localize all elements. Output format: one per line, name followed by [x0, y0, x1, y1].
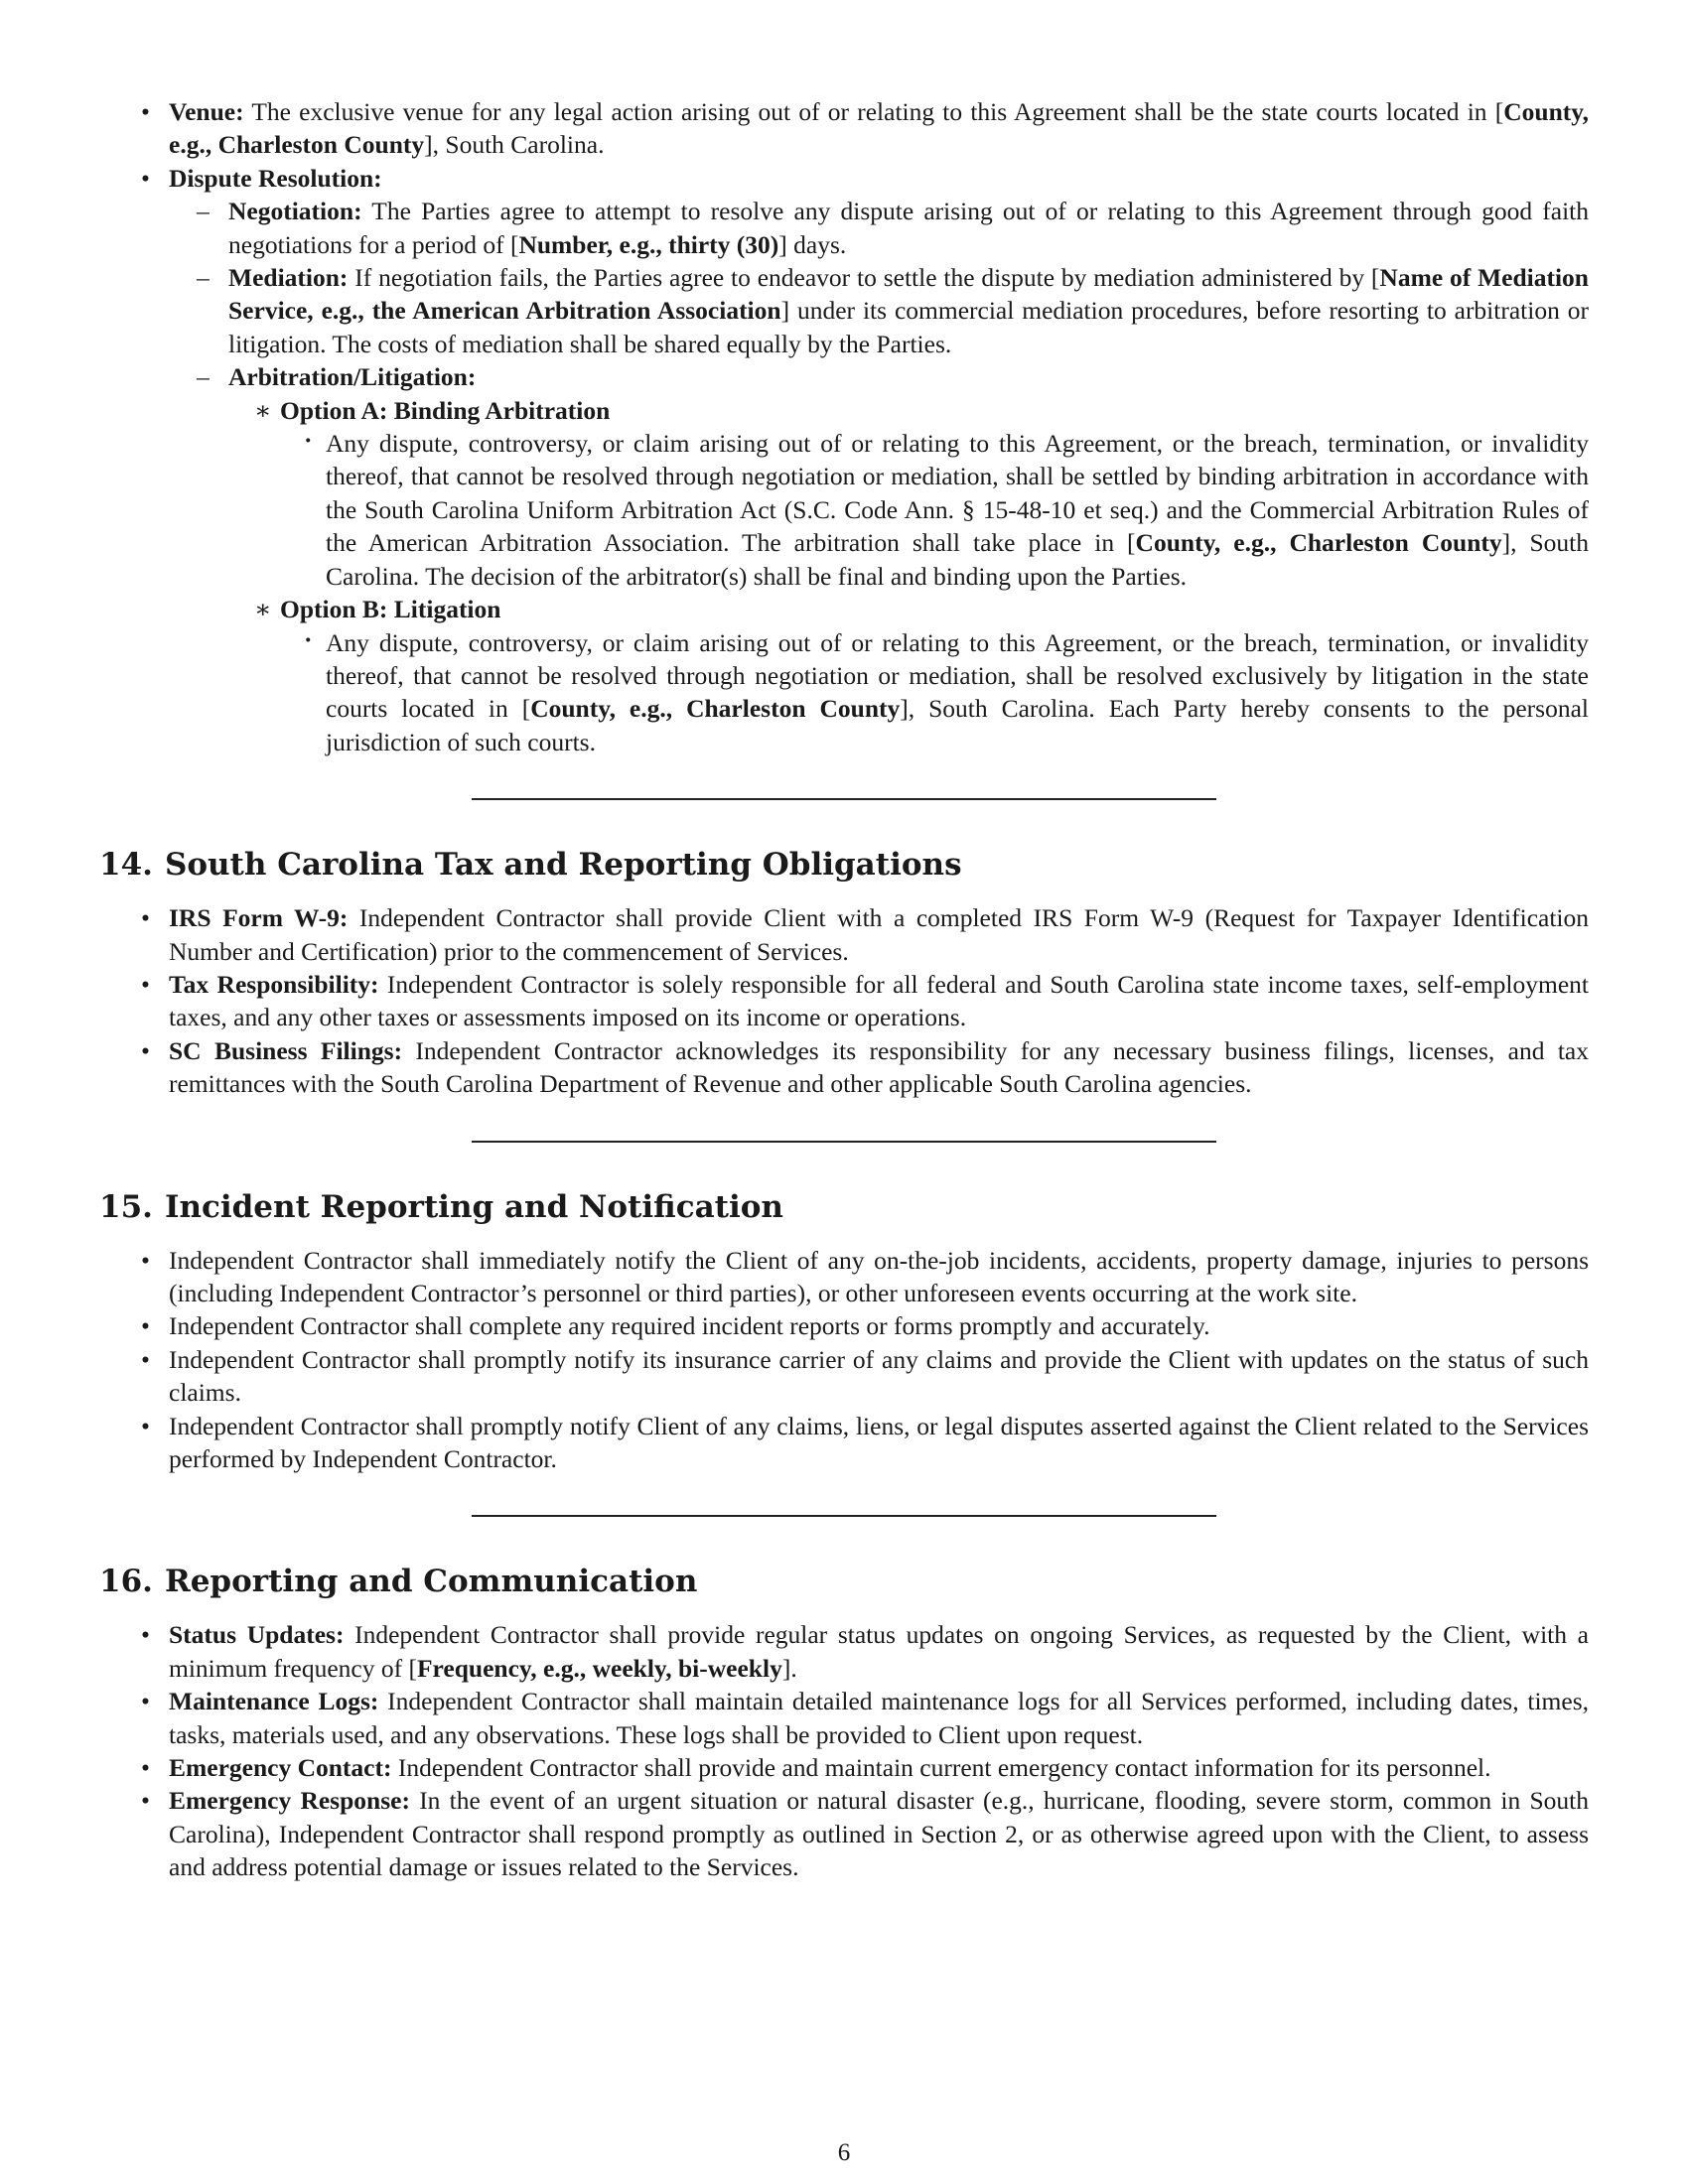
section-16-number: 16.	[99, 1564, 153, 1600]
option-a-text-item	[280, 427, 1589, 593]
item-label: Emergency Response:	[169, 1786, 410, 1816]
negotiation-placeholder: Number, e.g., thirty (30)	[518, 229, 779, 259]
page-number: 6	[837, 2139, 851, 2166]
item-label: Tax Responsibility:	[169, 969, 379, 999]
list-item: • Independent Contractor shall immediately notify the Client of any on-the-job incidents, accidents, property damage, injuries to persons (including Independent Contractor’s personnel or third parties), or other unforeseen events occurring at the work site.	[99, 1244, 1589, 1310]
section-14-title: South Carolina Tax and Reporting Obligations	[164, 847, 962, 884]
option-b-text-item	[280, 626, 1589, 759]
status-label: Status Updates:	[169, 1620, 345, 1650]
list-item: • Independent Contractor shall promptly notify its insurance carrier of any claims and provide the Client with updates on the status of such claims.	[99, 1343, 1589, 1410]
venue-label: Venue:	[169, 97, 244, 126]
list-item-venue	[99, 95, 1589, 162]
option-a-placeholder: County, e.g., Charleston County	[1135, 528, 1502, 558]
section-16-title: Reporting and Communication	[164, 1564, 698, 1600]
list-item-dispute-resolution	[99, 162, 1589, 758]
item-label: SC Business Filings:	[169, 1035, 403, 1065]
document-page	[99, 95, 1589, 1884]
list-item-arbitration-litigation	[169, 360, 1589, 758]
option-a-text: Any dispute, controversy, or claim arising out of or relating to this Agreement, or the breach, termination, or invalidity thereof, that cannot be resolved through negotiation or mediation, shall be settled by binding arbitration in accordance with the South Carolina Uniform Arbitration Act (S.C. Code Ann. § 15-48-10 et seq.) and the Commercial Arbitration Rules of the American Arbitration Association. The arbitration shall take place in [	[326, 429, 1589, 558]
section-15-list	[99, 1244, 1589, 1476]
options-list	[228, 394, 1589, 758]
negotiation-text: The Parties agree to attempt to resolve any dispute arising out of or relating to this Agreement through good faith negotiations for a period of [	[228, 197, 1589, 259]
option-b-text: Any dispute, controversy, or claim arising out of or relating to this Agreement, or the breach, termination, or invalidity thereof, that cannot be resolved through negotiation or mediation, shall be resolved exclusively by litigation in the state courts located in [	[326, 627, 1589, 724]
item-label: IRS Form W-9:	[169, 903, 349, 933]
venue-text: The exclusive venue for any legal action arising out of or relating to this Agreement shall be the state courts located in [	[243, 97, 1504, 126]
item-text: In the event of an urgent situation or natural disaster (e.g., hurricane, flooding, severe storm, common in South Carolina), Independent Contractor shall respond promptly as outlined in Section 2, or as otherwise agreed upon with the Client, to assess and address potential damage or issues related to the Services.	[169, 1786, 1589, 1882]
section-16-list	[99, 1618, 1589, 1883]
list-item-mediation	[169, 261, 1589, 360]
item-label: Maintenance Logs:	[169, 1687, 379, 1716]
status-placeholder: Frequency, e.g., weekly, bi-weekly	[416, 1653, 782, 1683]
list-item-status-updates	[99, 1618, 1589, 1685]
list-item	[99, 1751, 1589, 1784]
list-item	[99, 1034, 1589, 1101]
negotiation-text-end: ] days.	[778, 229, 847, 259]
list-item	[99, 1685, 1589, 1751]
item-label: Emergency Contact:	[169, 1753, 392, 1783]
option-b-placeholder: County, e.g., Charleston County	[530, 694, 901, 724]
status-text: Independent Contractor shall provide regular status updates on ongoing Services, as requested by the Client, with a minimum frequency of [	[169, 1620, 1589, 1683]
list-item	[99, 968, 1589, 1034]
mediation-placeholder: Name of Mediation Service, e.g., the American Arbitration Association	[228, 263, 1589, 326]
section-14-heading	[99, 846, 1589, 884]
list-item-option-b	[228, 593, 1589, 758]
section-14-number: 14.	[99, 847, 153, 884]
dispute-label: Dispute Resolution:	[169, 163, 382, 193]
section-15-title: Incident Reporting and Notification	[164, 1188, 783, 1225]
option-a-text-end: ], South Carolina. The decision of the arbitrator(s) shall be final and binding upon the Parties.	[326, 528, 1589, 591]
section-divider	[472, 1515, 1216, 1517]
option-b-text-end: ], South Carolina. Each Party hereby consents to the personal jurisdiction of such courts.	[326, 694, 1589, 756]
section-divider	[472, 798, 1216, 800]
section-14-list	[99, 901, 1589, 1100]
item-text: Independent Contractor shall maintain detailed maintenance logs for all Services performed, including dates, times, tasks, materials used, and any observations. These logs shall be provided to Client upon request.	[169, 1687, 1589, 1749]
top-list	[99, 95, 1589, 758]
item-text: Independent Contractor acknowledges its responsibility for any necessary business filings, licenses, and tax remittances with the South Carolina Department of Revenue and other applicable South Carolina agencies.	[169, 1035, 1589, 1099]
option-b-label: Option B: Litigation	[280, 595, 501, 624]
status-text-end: ].	[781, 1653, 797, 1683]
list-item-option-a	[228, 394, 1589, 593]
section-15-number: 15.	[99, 1188, 153, 1225]
negotiation-label: Negotiation:	[228, 197, 362, 226]
venue-text-end: ], South Carolina.	[424, 130, 605, 160]
section-15-heading	[99, 1188, 1589, 1226]
dispute-sublist	[169, 195, 1589, 758]
section-divider	[472, 1141, 1216, 1143]
list-item: • Independent Contractor shall complete any required incident reports or forms promptly and accurately.	[99, 1309, 1589, 1342]
list-item	[99, 1784, 1589, 1883]
mediation-text-end: ] under its commercial mediation procedures, before resorting to arbitration or litigation. The costs of mediation shall be shared equally by the Parties.	[228, 296, 1589, 358]
list-item	[99, 901, 1589, 968]
item-text: Independent Contractor shall provide Client with a completed IRS Form W-9 (Request for Taxpayer Identification Number and Certification) prior to the commencement of Services.	[169, 903, 1589, 966]
list-item-negotiation	[169, 195, 1589, 261]
venue-placeholder: County, e.g., Charleston County	[169, 97, 1589, 160]
mediation-text: If negotiation fails, the Parties agree to endeavor to settle the dispute by mediation administered by [	[348, 263, 1380, 293]
section-16-heading	[99, 1563, 1589, 1600]
option-b-sublist	[280, 626, 1589, 759]
item-text: Independent Contractor is solely responsible for all federal and South Carolina state income taxes, self-employment taxes, and any other taxes or assessments imposed on its income or operations.	[169, 969, 1589, 1032]
list-item: • Independent Contractor shall promptly notify Client of any claims, liens, or legal disputes asserted against the Client related to the Services performed by Independent Contractor.	[99, 1410, 1589, 1476]
arb-lit-label: Arbitration/Litigation:	[228, 362, 477, 392]
option-a-label: Option A: Binding Arbitration	[280, 395, 611, 425]
mediation-label: Mediation:	[228, 263, 349, 293]
item-text: Independent Contractor shall provide and maintain current emergency contact information for its personnel.	[391, 1753, 1491, 1783]
option-a-sublist	[280, 427, 1589, 593]
